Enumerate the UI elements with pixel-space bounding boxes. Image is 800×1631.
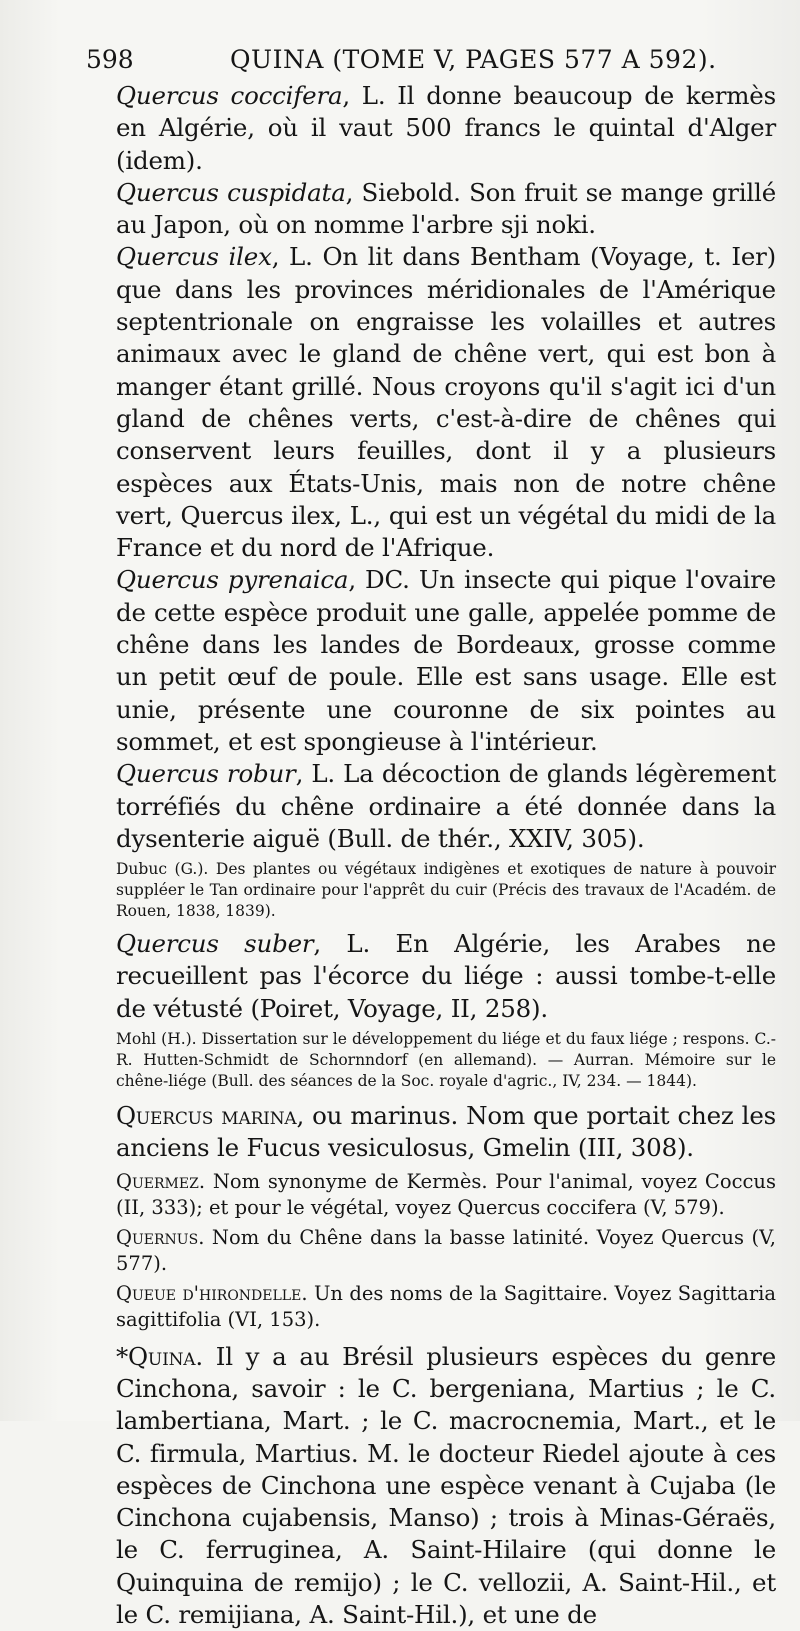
- entry-name: *Quina: [116, 1341, 196, 1371]
- entry-quernus: [116, 1225, 776, 1277]
- entry-queue: [116, 1281, 776, 1333]
- entry-text: . Un des noms de la Sagittaire. Voyez Sagittaria sagittifolia (VI, 153).: [116, 1281, 776, 1331]
- running-title: QUINA (TOME V, PAGES 577 A 592).: [230, 45, 717, 74]
- entry-text: . Nom du Chêne dans la basse latinité. Voyez Quercus (V, 577).: [116, 1225, 776, 1275]
- entry-cuspidata: [116, 177, 776, 242]
- entry-suber: [116, 928, 776, 1025]
- entry-quina: [116, 1341, 776, 1631]
- entry-text: , L. On lit dans Bentham (Voyage, t. Ier) que dans les provinces méridionales de l'Amérique septentrionale on engraisse les volailles et autres animaux avec le gland de chêne vert, qui est bon à manger étant grillé. Nous croyons qu'il s'agit ici d'un gland de chênes verts, c'est-à-dire de chênes qui conservent leurs feuilles, dont il y a plusieurs espèces aux États-Unis, mais non de notre chêne vert, Quercus ilex, L., qui est un végétal du midi de la France et du nord de l'Afrique.: [116, 242, 777, 563]
- reference-note: [116, 859, 776, 922]
- entry-name: Quercus suber: [116, 929, 314, 959]
- entry-text: , L. Il donne beaucoup de kermès en Algérie, où il vaut 500 francs le quintal d'Alger (idem).: [116, 81, 776, 175]
- entry-text: , Siebold. Son fruit se mange grillé au Japon, où on nomme l'arbre sji noki.: [116, 177, 776, 240]
- entry-name: Quercus coccifera: [116, 81, 343, 110]
- reference-note: [116, 1029, 776, 1092]
- page-body: [116, 80, 776, 1631]
- entry-coccifera: [116, 80, 776, 177]
- entry-text: . Nom synonyme de Kermès. Pour l'animal, voyez Coccus (II, 333); et pour le végétal, voyez Quercus coccifera (V, 579).: [116, 1169, 776, 1219]
- entry-name: Quercus robur: [116, 759, 296, 789]
- entry-name: Quercus cuspidata: [116, 177, 346, 207]
- entry-ilex: [116, 241, 776, 564]
- entry-marina: [116, 1100, 776, 1165]
- entry-name: Quermez: [116, 1169, 199, 1193]
- entry-quermez: [116, 1169, 776, 1221]
- page-number: 598: [86, 45, 134, 74]
- entry-robur: [116, 758, 776, 855]
- entry-pyrenaica: [116, 564, 776, 758]
- entry-name: Quercus marina: [116, 1101, 297, 1131]
- page-header: [86, 40, 776, 80]
- entry-text: , L. La décoction de glands légèrement torréfiés du chêne ordinaire a été donnée dans la dysenterie aiguë (Bull. de thér., XXIV, 305).: [116, 759, 776, 853]
- entry-text: , L. En Algérie, les Arabes ne recueillent pas l'écorce du liége : aussi tombe-t-elle de vétusté (Poiret, Voyage, II, 258).: [116, 929, 777, 1023]
- entry-name: Quernus: [116, 1225, 199, 1249]
- reference-text: Dubuc (G.). Des plantes ou végétaux indigènes et exotiques de nature à pouvoir suppléer le Tan ordinaire pour l'apprêt du cuir (Précis des travaux de l'Académ. de Rouen, 1838, 1839).: [116, 860, 776, 921]
- reference-text: Mohl (H.). Dissertation sur le développement du liége et du faux liége ; respons. C.-R. Hutten-Schmidt de Schornndorf (en allemand). — Aurran. Mémoire sur le chêne-liége (Bull. des séances de la Soc. royale d'agric., IV, 234. — 1844).: [116, 1030, 776, 1091]
- entry-name: Quercus ilex: [116, 242, 272, 272]
- entry-text: , ou marinus. Nom que portait chez les anciens le Fucus vesiculosus, Gmelin (III, 308).: [116, 1101, 776, 1163]
- entry-name: Quercus pyrenaica: [116, 565, 349, 595]
- entry-text: , DC. Un insecte qui pique l'ovaire de cette espèce produit une galle, appelée pomme de chêne dans les landes de Bordeaux, grosse comme un petit œuf de poule. Elle est sans usage. Elle est unie, présente une couronne de six pointes au sommet, et est spongieuse à l'intérieur.: [116, 565, 777, 756]
- entry-text: . Il y a au Brésil plusieurs espèces du genre Cinchona, savoir : le C. bergeniana, Martius ; le C. lambertiana, Mart. ; le C. macrocnemia, Mart., et le C. firmula, Martius. M. le docteur Riedel ajoute à ces espèces de Cinchona une espèce venant à Cujaba (le Cinchona cujabensis, Manso) ; trois à Minas-Géraës, le C. ferruginea, A. Saint-Hilaire (qui donne le Quinquina de remijo) ; le C. vellozii, A. Saint-Hil., et le C. remijiana, A. Saint-Hil.), et une de: [116, 1341, 776, 1629]
- entry-name: Queue d'hirondelle: [116, 1281, 302, 1305]
